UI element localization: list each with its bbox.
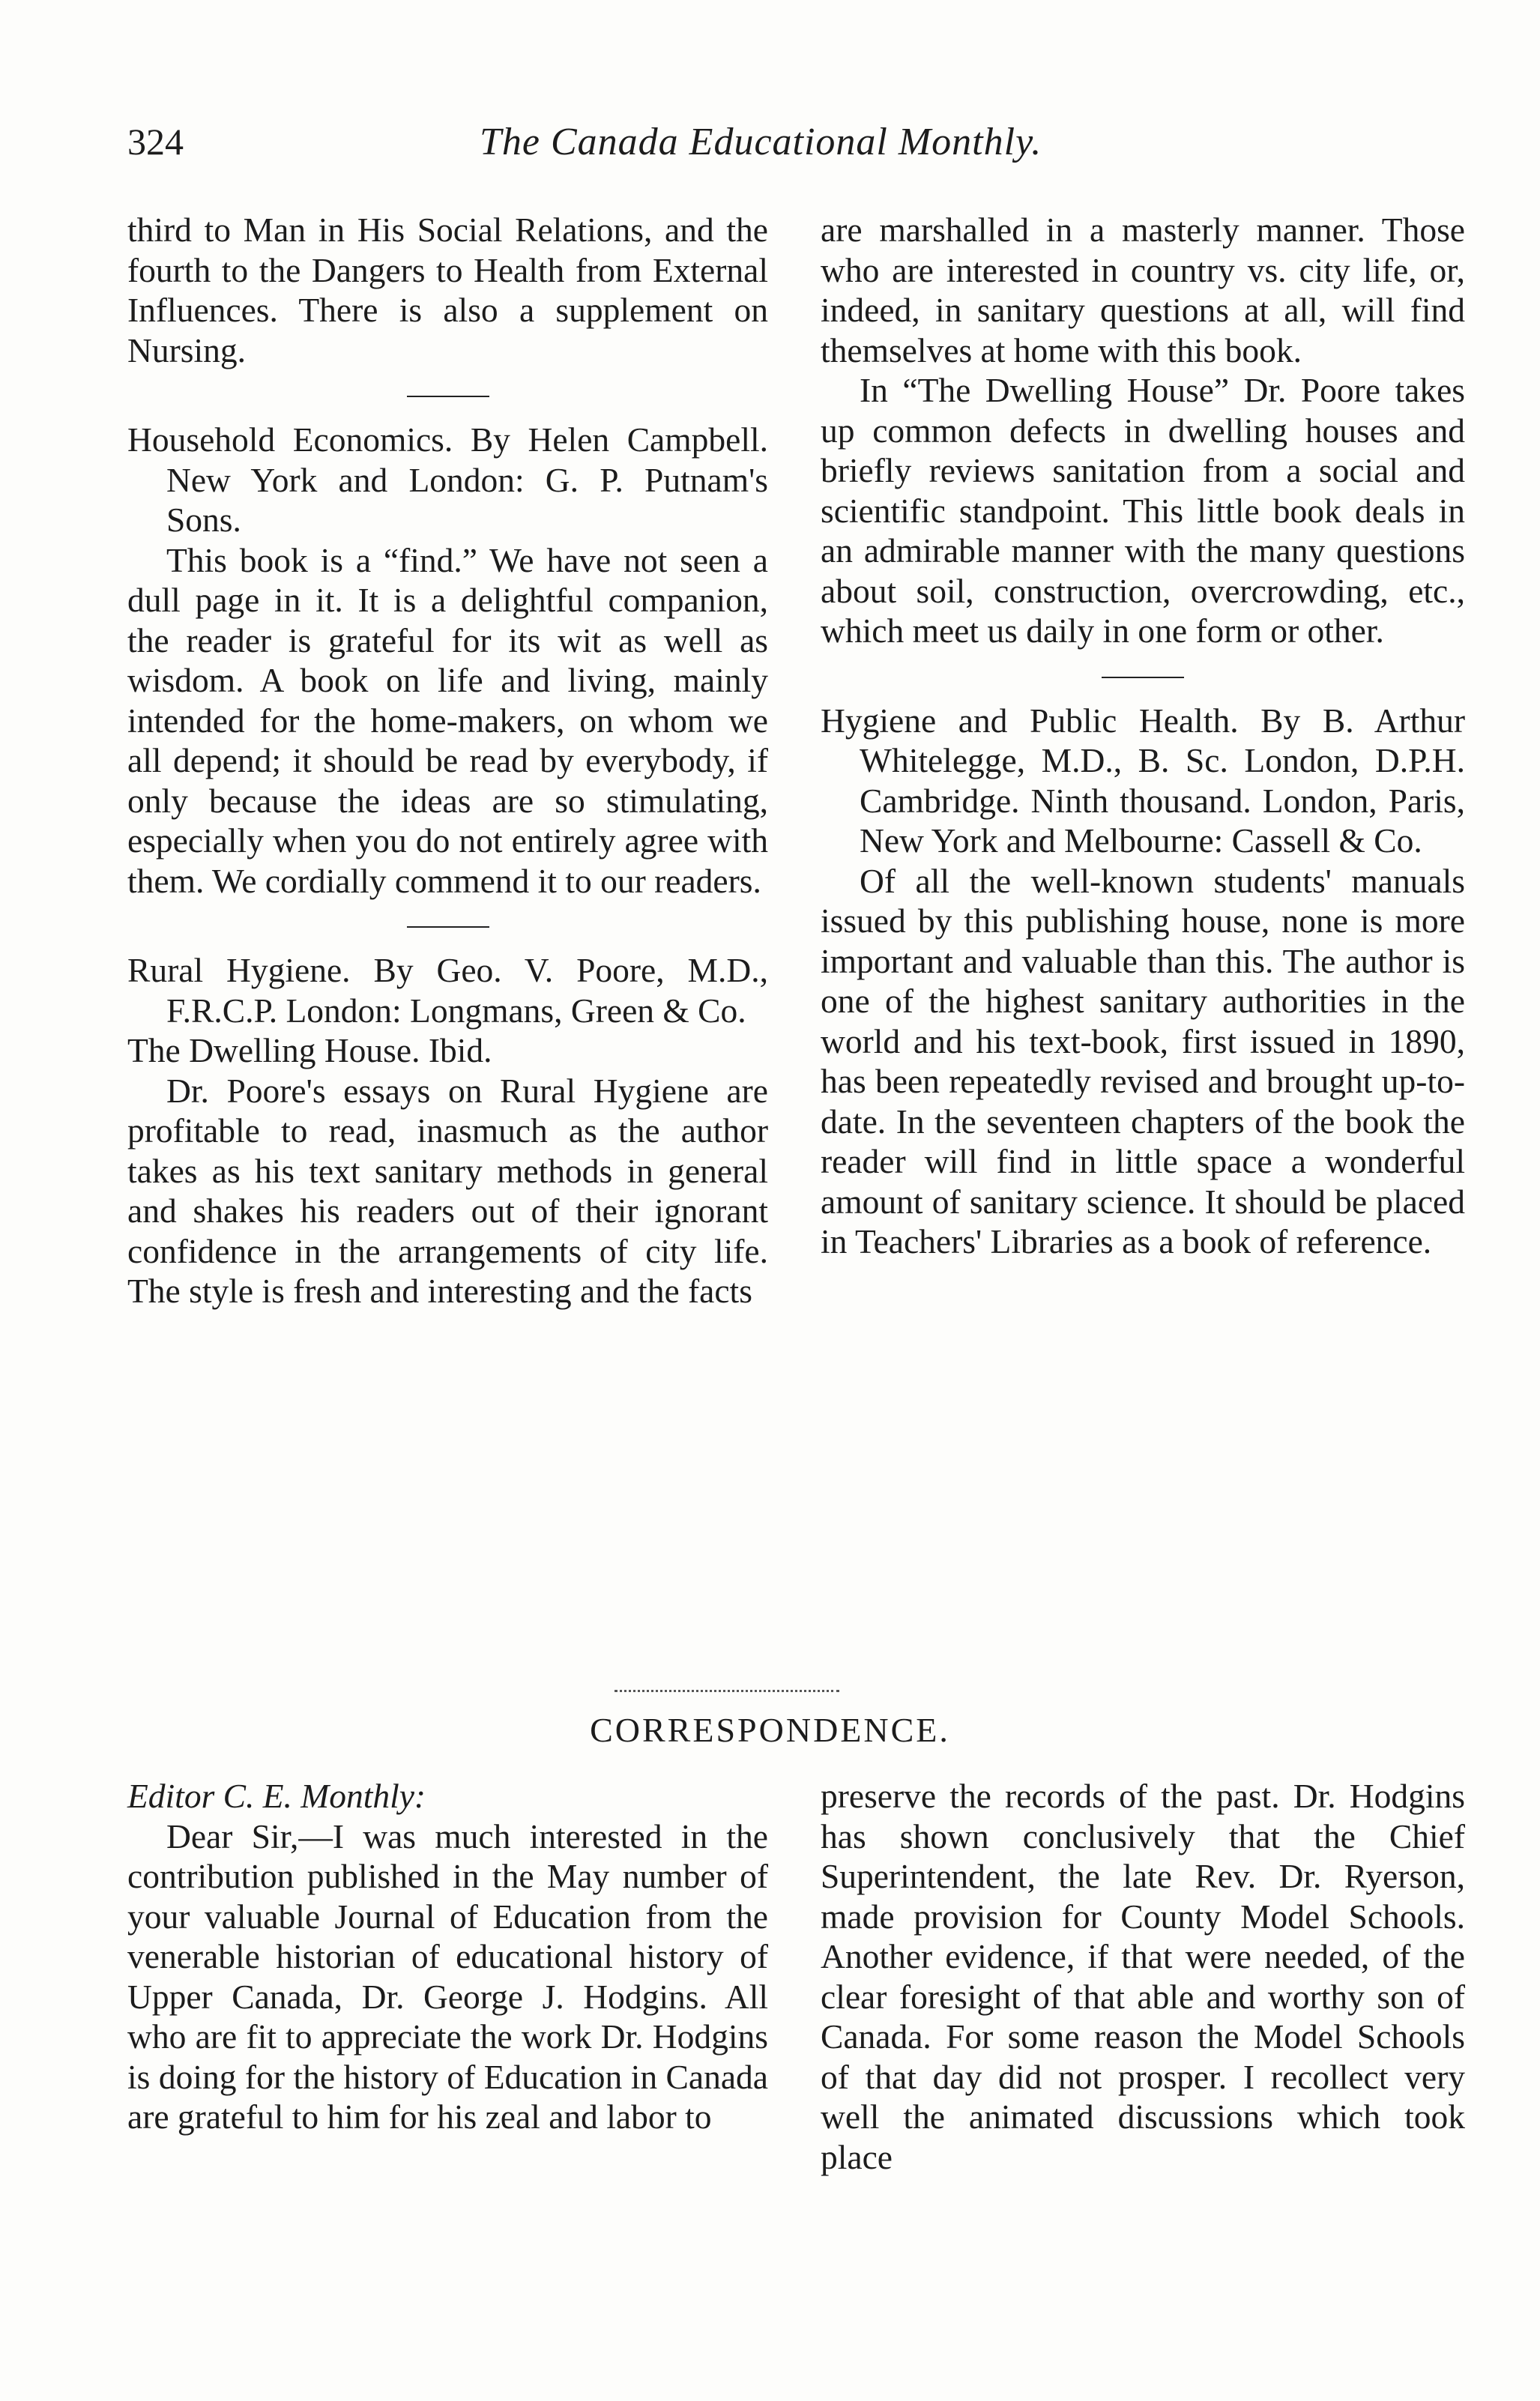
running-title: The Canada Educational Monthly. <box>480 121 1042 163</box>
review-paragraph: This book is a “find.” We have not seen a dull page in it. It is a delightful companion, the reader is grateful for its wit as well as wisdom. A book on life and living, mainly intended for the home-makers, on whom we all depend; it should be read by everybody, if only because the ideas are so stimulating, especially when you do not entirely agree with them. We cordially commend it to our readers. <box>127 540 768 900</box>
review-paragraph: Of all the well-known students' manuals issued by this publishing house, none is more important and valuable than this. The author is one of the highest sanitary authorities in the world and his text-book, first issued in 1890, has been repeatedly revised and brought up-to-date. In the seventeen chapters of the book the reader will find in little space a wonderful amount of sanitary science. It should be placed in Teachers' Libraries as a book of reference. <box>821 861 1465 1260</box>
section-heading: CORRESPONDENCE. <box>590 1711 950 1749</box>
book-entry: Household Economics. By Helen Campbell. New York and London: G. P. Putnam's Sons. <box>127 420 768 539</box>
paragraph: are marshalled in a masterly manner. Those who are interested in country vs. city life, or, indeed, in sanitary questions at all, will find themselves at home with this book. <box>821 211 1465 369</box>
section-break <box>615 1690 839 1694</box>
divider-rule <box>407 396 489 397</box>
review-paragraph: In “The Dwelling House” Dr. Poore takes up common defects in dwelling houses and briefly reviews sanitation from a social and scientific standpoint. This little book deals in an admirable manner with the many questions about soil, construction, overcrowding, etc., which meet us daily in one form or other. <box>821 371 1465 650</box>
divider-rule <box>1102 677 1184 678</box>
letter-paragraph: preserve the records of the past. Dr. Hodgins has shown conclusively that the Chief Superintendent, the late Rev. Dr. Ryerson, made provision for County Model Schools. Another evidence, if that were needed, of the clear foresight of that able and worthy son of Canada. For some reason the Model Schools of that day did not prosper. I recollect very well the animated discussions which took place <box>821 1777 1465 2176</box>
review-paragraph: Dr. Poore's essays on Rural Hygiene are profitable to read, inasmuch as the author takes as his text sanitary methods in general and shakes his readers out of their ignorant confidence in the arrangements of city life. The style is fresh and interesting and the facts <box>127 1071 768 1310</box>
book-entry: Rural Hygiene. By Geo. V. Poore, M.D., F.R.C.P. London: Longmans, Green & Co. <box>127 951 768 1030</box>
book-entry: Hygiene and Public Health. By B. Arthur Whitelegge, M.D., B. Sc. London, D.P.H. Cambridge. Ninth thousand. London, Paris, New York and Melbourne: Cassell & Co. <box>821 701 1465 860</box>
page-number: 324 <box>127 121 184 163</box>
salutation-editor: Editor C. E. Monthly: <box>127 1777 426 1815</box>
left-column-top <box>127 210 768 1311</box>
divider-rule <box>407 926 489 928</box>
book-entry: The Dwelling House. Ibid. <box>127 1031 492 1069</box>
right-column-bottom <box>821 1776 1465 2177</box>
letter-paragraph: Dear Sir,—I was much interested in the contribution published in the May number of your valuable Journal of Education from the venerable historian of educational history of Upper Canada, Dr. George J. Hodgins. All who are fit to appreciate the work Dr. Hodgins is doing for the history of Education in Canada are grateful to him for his zeal and labor to <box>127 1816 768 2136</box>
left-column-bottom <box>127 1776 768 2137</box>
right-column-top <box>821 210 1465 1262</box>
paragraph: third to Man in His Social Relations, and the fourth to the Dangers to Health from External Influences. There is also a supplement on Nursing. <box>127 211 768 369</box>
page-header <box>127 120 1469 180</box>
